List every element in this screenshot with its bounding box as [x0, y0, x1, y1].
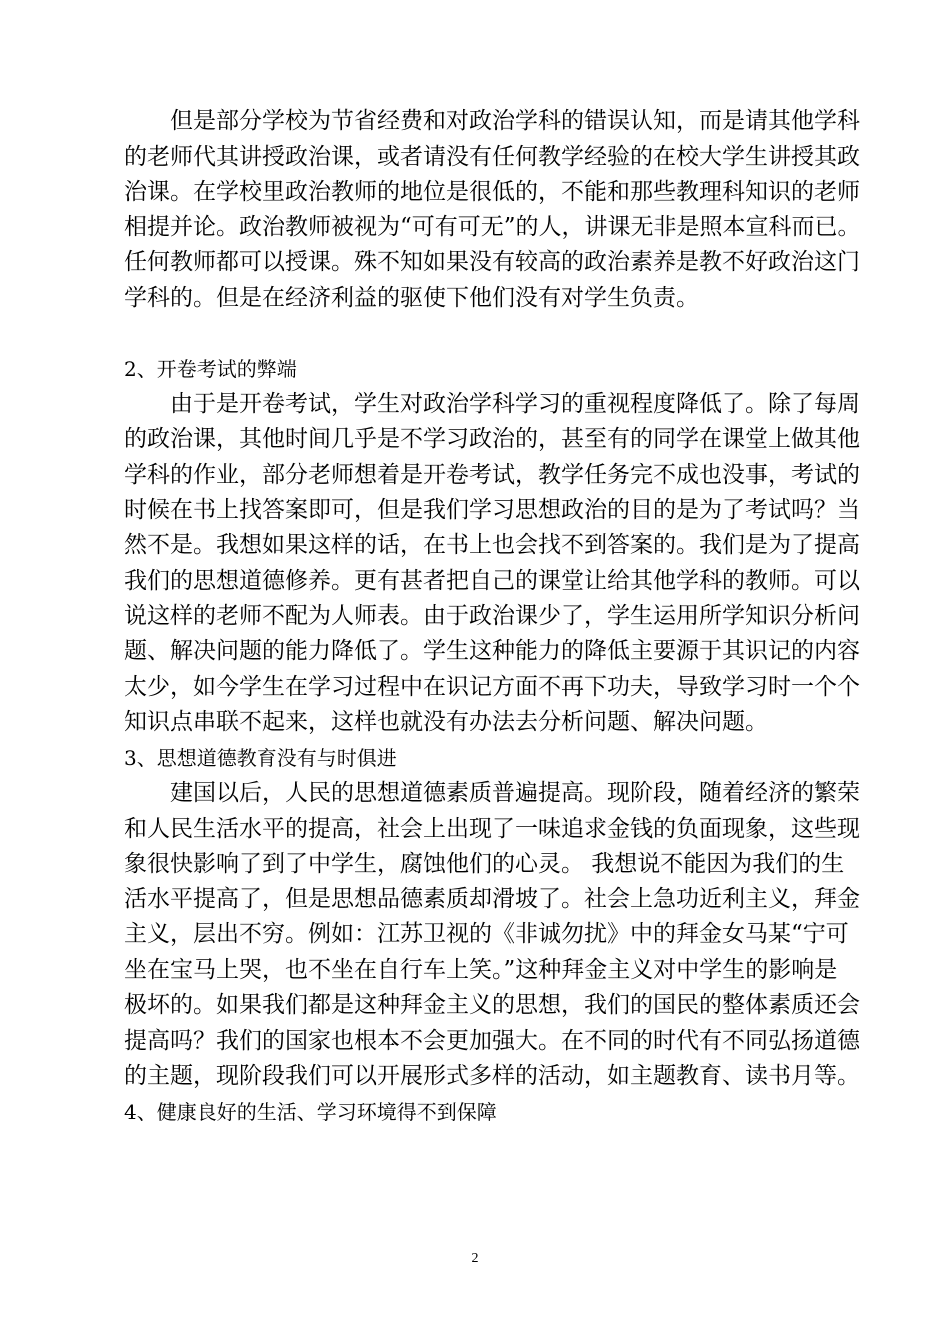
paragraph-line: 相提并论。政治教师被视为“可有可无”的人，讲课无非是照本宣科而已。: [124, 214, 861, 240]
section-heading: 2、开卷考试的弊端: [124, 357, 297, 381]
section-heading: 3、思想道德教育没有与时俱进: [124, 746, 397, 770]
paragraph-line: 主义，层出不穷。例如：江苏卫视的《非诚勿扰》中的拜金女马某“宁可: [124, 921, 849, 947]
paragraph-line: 由于是开卷考试，学生对政治学科学习的重视程度降低了。除了每周: [170, 391, 860, 417]
paragraph-line: 治课。在学校里政治教师的地位是很低的，不能和那些教理科知识的老师: [124, 179, 860, 205]
page-number: 2: [471, 1251, 479, 1266]
paragraph-line: 我们的思想道德修养。更有甚者把自己的课堂让给其他学科的教师。可以: [124, 568, 860, 594]
paragraph-line: 学科的作业，部分老师想着是开卷考试，教学任务完不成也没事，考试的: [124, 462, 860, 488]
paragraph-line: 知识点串联不起来，这样也就没有办法去分析问题、解决问题。: [124, 709, 768, 735]
paragraph-line: 然不是。我想如果这样的话，在书上也会找不到答案的。我们是为了提高: [124, 532, 860, 558]
paragraph-line: 极坏的。如果我们都是这种拜金主义的思想，我们的国民的整体素质还会: [124, 992, 860, 1018]
paragraph-line: 时候在书上找答案即可，但是我们学习思想政治的目的是为了考试吗？当: [124, 497, 860, 523]
paragraph-line: 任何教师都可以授课。殊不知如果没有较高的政治素养是教不好政治这门: [124, 249, 860, 275]
paragraph-line: 太少，如今学生在学习过程中在识记方面不再下功夫，导致学习时一个个: [124, 674, 860, 700]
paragraph-line: 题、解决问题的能力降低了。学生这种能力的降低主要源于其识记的内容: [124, 638, 860, 664]
paragraph-line: 象很快影响了到了中学生，腐蚀他们的心灵。 我想说不能因为我们的生: [124, 851, 845, 877]
section-heading: 4、健康良好的生活、学习环境得不到保障: [124, 1100, 497, 1124]
paragraph-line: 学科的。但是在经济利益的驱使下他们没有对学生负责。: [124, 285, 699, 311]
paragraph-line: 坐在宝马上哭，也不坐在自行车上笑。”这种拜金主义对中学生的影响是: [124, 957, 838, 983]
paragraph-line: 的老师代其讲授政治课，或者请没有任何教学经验的在校大学生讲授其政: [124, 144, 860, 170]
paragraph-line: 的主题，现阶段我们可以开展形式多样的活动，如主题教育、读书月等。: [124, 1063, 860, 1089]
paragraph-line: 的政治课，其他时间几乎是不学习政治的，甚至有的同学在课堂上做其他: [124, 426, 860, 452]
paragraph-line: 建国以后，人民的思想道德素质普遍提高。现阶段，随着经济的繁荣: [170, 780, 860, 806]
paragraph-line: 提高吗？我们的国家也根本不会更加强大。在不同的时代有不同弘扬道德: [124, 1028, 860, 1054]
paragraph-line: 但是部分学校为节省经费和对政治学科的错误认知，而是请其他学科: [170, 108, 860, 134]
paragraph-line: 和人民生活水平的提高，社会上出现了一味追求金钱的负面现象，这些现: [124, 816, 860, 842]
paragraph-line: 活水平提高了，但是思想品德素质却滑坡了。社会上急功近利主义，拜金: [124, 886, 860, 912]
paragraph-line: 说这样的老师不配为人师表。由于政治课少了，学生运用所学知识分析问: [124, 603, 860, 629]
